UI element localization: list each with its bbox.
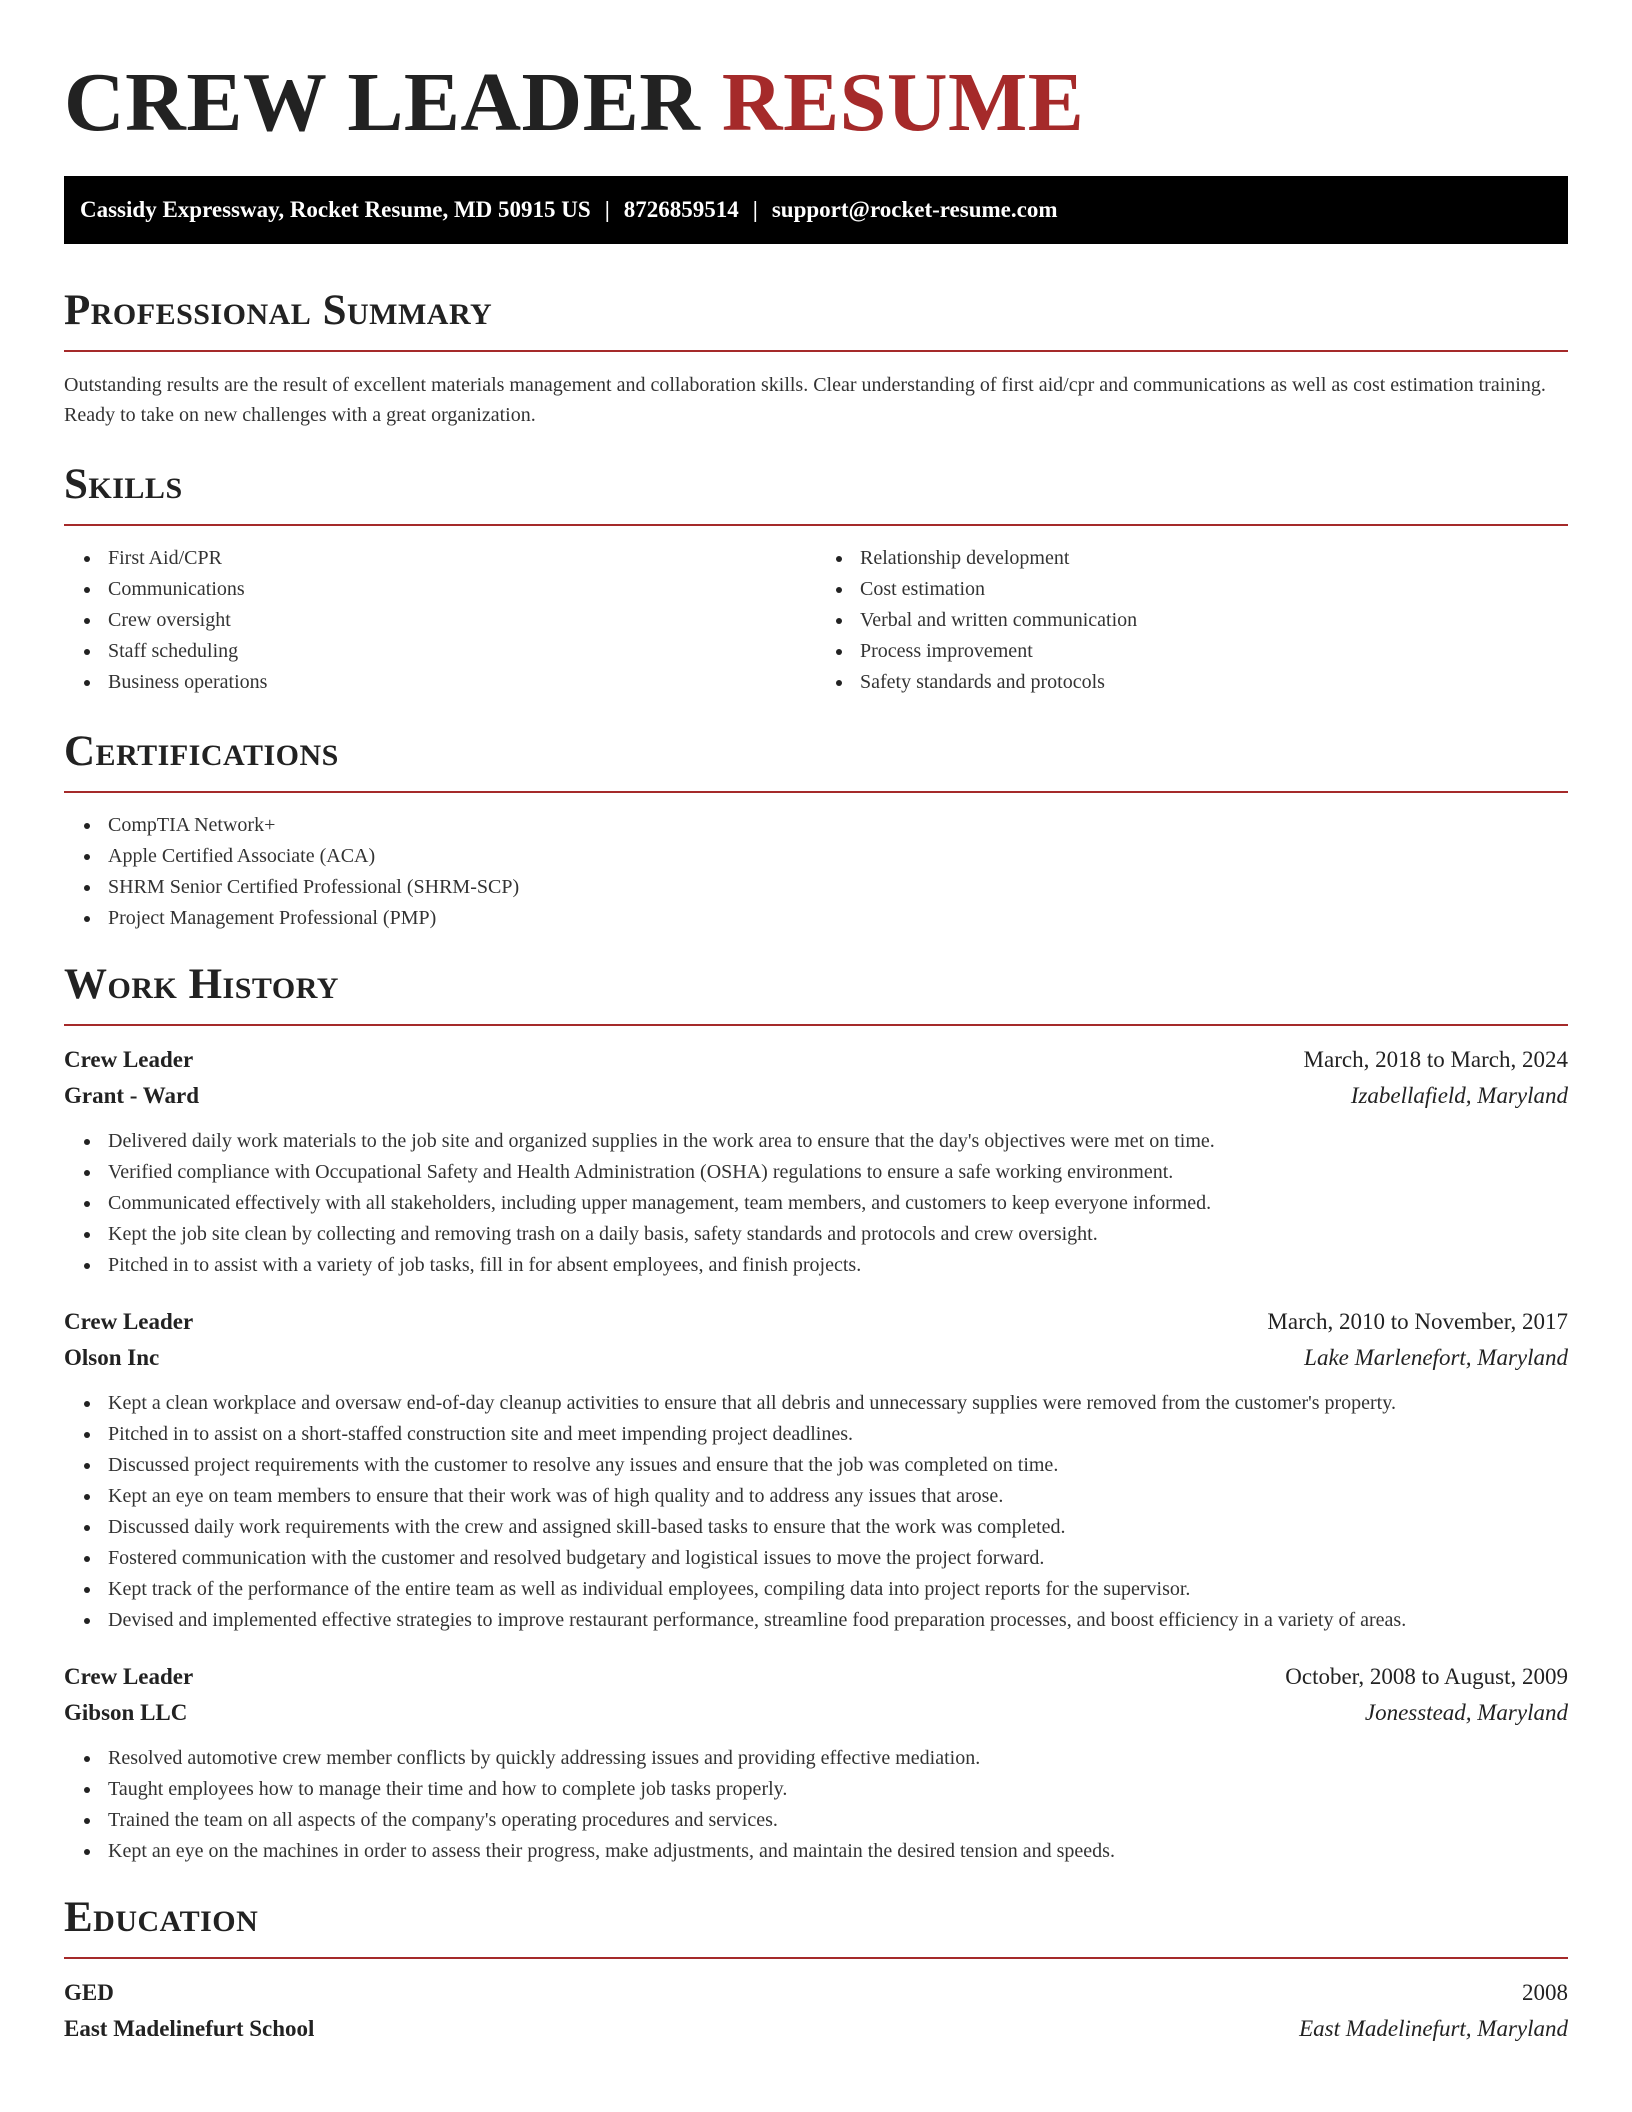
skill-item: Staff scheduling (108, 636, 816, 667)
certification-item: SHRM Senior Certified Professional (SHRM-SCP) (108, 872, 1568, 903)
job-bullet: Kept an eye on the machines in order to assess their progress, make adjustments, and maintain the desired tension and speeds. (108, 1836, 1568, 1867)
education-degree: GED (64, 1980, 114, 2005)
job-header-row (64, 1304, 1568, 1340)
job-location: Lake Marlenefort, Maryland (1304, 1345, 1568, 1370)
resume-title (64, 0, 1568, 148)
job-bullet: Kept a clean workplace and oversaw end-of-day cleanup activities to ensure that all debris and unnecessary supplies were removed from the customer's property. (108, 1388, 1568, 1419)
job-company: Grant - Ward (64, 1083, 200, 1108)
job-company-row (64, 1078, 1568, 1114)
job-bullet: Kept an eye on team members to ensure that their work was of high quality and to address any issues that arose. (108, 1481, 1568, 1512)
section-heading-certifications: Certifications (64, 727, 1568, 793)
job-company-row (64, 1695, 1568, 1731)
job-bullet: Pitched in to assist with a variety of job tasks, fill in for absent employees, and finish projects. (108, 1250, 1568, 1281)
job-bullet: Discussed project requirements with the customer to resolve any issues and ensure that the job was completed on time. (108, 1450, 1568, 1481)
contact-address: Cassidy Expressway, Rocket Resume, MD 50915 US (80, 197, 591, 222)
job-bullet: Devised and implemented effective strategies to improve restaurant performance, streamline food preparation processes, and boost efficiency in a variety of areas. (108, 1605, 1568, 1636)
skill-item: Safety standards and protocols (860, 667, 1568, 698)
job-company-row (64, 1340, 1568, 1376)
job-bullets (64, 1743, 1568, 1867)
education-section (64, 1893, 1568, 2047)
job-bullet: Delivered daily work materials to the job site and organized supplies in the work area to ensure that the day's objectives were met on time. (108, 1126, 1568, 1157)
job-entry (64, 1304, 1568, 1636)
skill-item: Business operations (108, 667, 816, 698)
job-dates: October, 2008 to August, 2009 (1285, 1664, 1568, 1689)
certifications-section (64, 727, 1568, 934)
contact-bar (64, 176, 1568, 244)
title-accent: RESUME (721, 56, 1085, 149)
skill-item: Cost estimation (860, 574, 1568, 605)
education-location: East Madelinefurt, Maryland (1299, 2016, 1568, 2041)
job-title: Crew Leader (64, 1047, 194, 1072)
job-entry (64, 1659, 1568, 1867)
skill-item: Crew oversight (108, 605, 816, 636)
education-entry (64, 1975, 1568, 2047)
certification-item: Apple Certified Associate (ACA) (108, 841, 1568, 872)
title-main: CREW LEADER (64, 56, 701, 149)
job-bullet: Trained the team on all aspects of the company's operating procedures and services. (108, 1805, 1568, 1836)
section-heading-work-history: Work History (64, 960, 1568, 1026)
job-bullet: Verified compliance with Occupational Safety and Health Administration (OSHA) regulations to ensure a safe working environment. (108, 1157, 1568, 1188)
job-bullet: Kept the job site clean by collecting and removing trash on a daily basis, safety standards and protocols and crew oversight. (108, 1219, 1568, 1250)
job-company: Gibson LLC (64, 1700, 188, 1725)
job-bullet: Taught employees how to manage their time and how to complete job tasks properly. (108, 1774, 1568, 1805)
job-title: Crew Leader (64, 1309, 194, 1334)
job-bullet: Resolved automotive crew member conflicts by quickly addressing issues and providing effective mediation. (108, 1743, 1568, 1774)
job-header-row (64, 1659, 1568, 1695)
job-bullet: Pitched in to assist on a short-staffed construction site and meet impending project deadlines. (108, 1419, 1568, 1450)
job-bullets (64, 1126, 1568, 1281)
contact-separator: | (604, 197, 610, 222)
certifications-list (64, 810, 1568, 934)
skills-section (64, 460, 1568, 698)
job-location: Izabellafield, Maryland (1350, 1083, 1568, 1108)
contact-email[interactable]: support@rocket-resume.com (771, 197, 1058, 222)
job-bullet: Kept track of the performance of the entire team as well as individual employees, compiling data into project reports for the supervisor. (108, 1574, 1568, 1605)
skill-item: Verbal and written communication (860, 605, 1568, 636)
education-year: 2008 (1522, 1980, 1568, 2005)
skill-item: Relationship development (860, 543, 1568, 574)
job-bullet: Communicated effectively with all stakeholders, including upper management, team members, and customers to keep everyone informed. (108, 1188, 1568, 1219)
section-heading-education: Education (64, 1893, 1568, 1959)
skills-columns (64, 543, 1568, 698)
job-dates: March, 2018 to March, 2024 (1303, 1047, 1568, 1072)
summary-text: Outstanding results are the result of excellent materials management and collaboration skills. Clear understanding of first aid/cpr and communications as well as cost estimation training. Ready to take on new challenges with a great organization. (64, 374, 1546, 426)
skill-item: Process improvement (860, 636, 1568, 667)
job-entry (64, 1042, 1568, 1281)
skills-list-right (816, 543, 1568, 698)
certification-item: Project Management Professional (PMP) (108, 903, 1568, 934)
section-heading-summary: Professional Summary (64, 286, 1568, 352)
job-bullet: Fostered communication with the customer and resolved budgetary and logistical issues to move the project forward. (108, 1543, 1568, 1574)
work-history-section (64, 960, 1568, 1867)
job-company: Olson Inc (64, 1345, 160, 1370)
skills-list-left (64, 543, 816, 698)
certification-item: CompTIA Network+ (108, 810, 1568, 841)
education-degree-row (64, 1975, 1568, 2011)
job-dates: March, 2010 to November, 2017 (1267, 1309, 1568, 1334)
contact-phone[interactable]: 8726859514 (623, 197, 739, 222)
contact-separator: | (752, 197, 758, 222)
job-location: Jonesstead, Maryland (1364, 1700, 1568, 1725)
skill-item: Communications (108, 574, 816, 605)
job-header-row (64, 1042, 1568, 1078)
job-title: Crew Leader (64, 1664, 194, 1689)
professional-summary-section (64, 286, 1568, 430)
education-school: East Madelinefurt School (64, 2016, 315, 2041)
job-bullet: Discussed daily work requirements with the crew and assigned skill-based tasks to ensure that the work was completed. (108, 1512, 1568, 1543)
section-heading-skills: Skills (64, 460, 1568, 526)
job-bullets (64, 1388, 1568, 1636)
skill-item: First Aid/CPR (108, 543, 816, 574)
education-school-row (64, 2011, 1568, 2047)
